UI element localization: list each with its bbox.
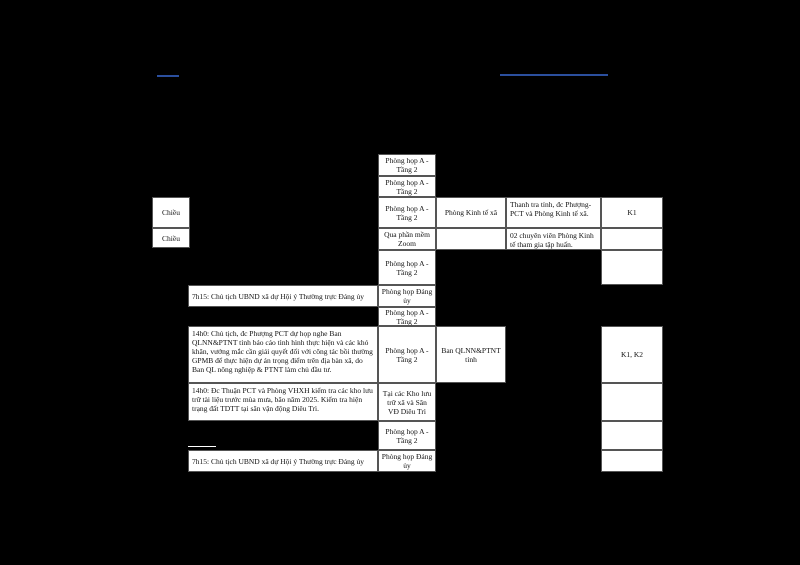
vehicle-empty-2 — [601, 250, 663, 285]
prep-unit-empty — [436, 228, 506, 250]
location-6: Phòng họp Đảng ủy — [378, 285, 436, 307]
prep-unit-1: Phòng Kinh tế xã — [436, 197, 506, 228]
prep-unit-2: Ban QLNN&PTNT tỉnh — [436, 326, 506, 383]
vehicle-empty-3 — [601, 383, 663, 421]
content-entry-4: 7h15: Chủ tịch UBND xã dự Hội ý Thường trực Đảng ủy — [188, 450, 378, 472]
location-1: Phòng họp A - Tầng 2 — [378, 154, 436, 176]
vehicle-empty-4 — [601, 421, 663, 450]
content-entry-1: 7h15: Chủ tịch UBND xã dự Hội ý Thường trực Đảng ủy — [188, 285, 378, 307]
location-10: Phòng họp A - Tầng 2 — [378, 421, 436, 450]
location-5: Phòng họp A - Tầng 2 — [378, 250, 436, 285]
session-afternoon-2: Chiều — [152, 228, 190, 248]
session-afternoon-1: Chiều — [152, 197, 190, 228]
participants-1: Thanh tra tỉnh, đc Phượng-PCT và Phòng Kinh tế xã. — [506, 197, 601, 228]
location-4: Qua phần mềm Zoom — [378, 228, 436, 250]
vehicle-1: K1 — [601, 197, 663, 228]
content-entry-3: 14h0: Đc Thuận PCT và Phòng VHXH kiểm tra các kho lưu trữ tài liệu trước mùa mưa, bão năm 2025. Kiểm tra hiện trạng đất TDTT tại sân vận động Diêu Trì. — [188, 383, 378, 421]
location-9: Tại các Kho lưu trữ xã và Sân VĐ Diêu Trì — [378, 383, 436, 421]
vehicle-empty-1 — [601, 228, 663, 250]
location-8: Phòng họp A - Tầng 2 — [378, 326, 436, 383]
location-11: Phòng họp Đảng ủy — [378, 450, 436, 472]
location-2: Phòng họp A - Tầng 2 — [378, 176, 436, 197]
header-link-left[interactable] — [157, 75, 179, 77]
header-link-right[interactable] — [500, 74, 608, 76]
location-7: Phòng họp A - Tầng 2 — [378, 307, 436, 326]
content-entry-2: 14h0: Chủ tịch, đc Phượng PCT dự họp nghe Ban QLNN&PTNT tỉnh báo cáo tình hình thực hiện và các khó khăn, vướng mắc cần giải quyết đối với công tác bồi thường GPMB để thực hiện dự án trọng điểm trên địa bàn xã, do Ban QL nông nghiệp & PTNT làm chủ đầu tư. — [188, 326, 378, 383]
participants-2: 02 chuyên viên Phòng Kinh tế tham gia tập huấn. — [506, 228, 601, 250]
separator-line — [188, 446, 216, 447]
vehicle-empty-5 — [601, 450, 663, 472]
location-3: Phòng họp A - Tầng 2 — [378, 197, 436, 228]
vehicle-2: K1, K2 — [601, 326, 663, 383]
